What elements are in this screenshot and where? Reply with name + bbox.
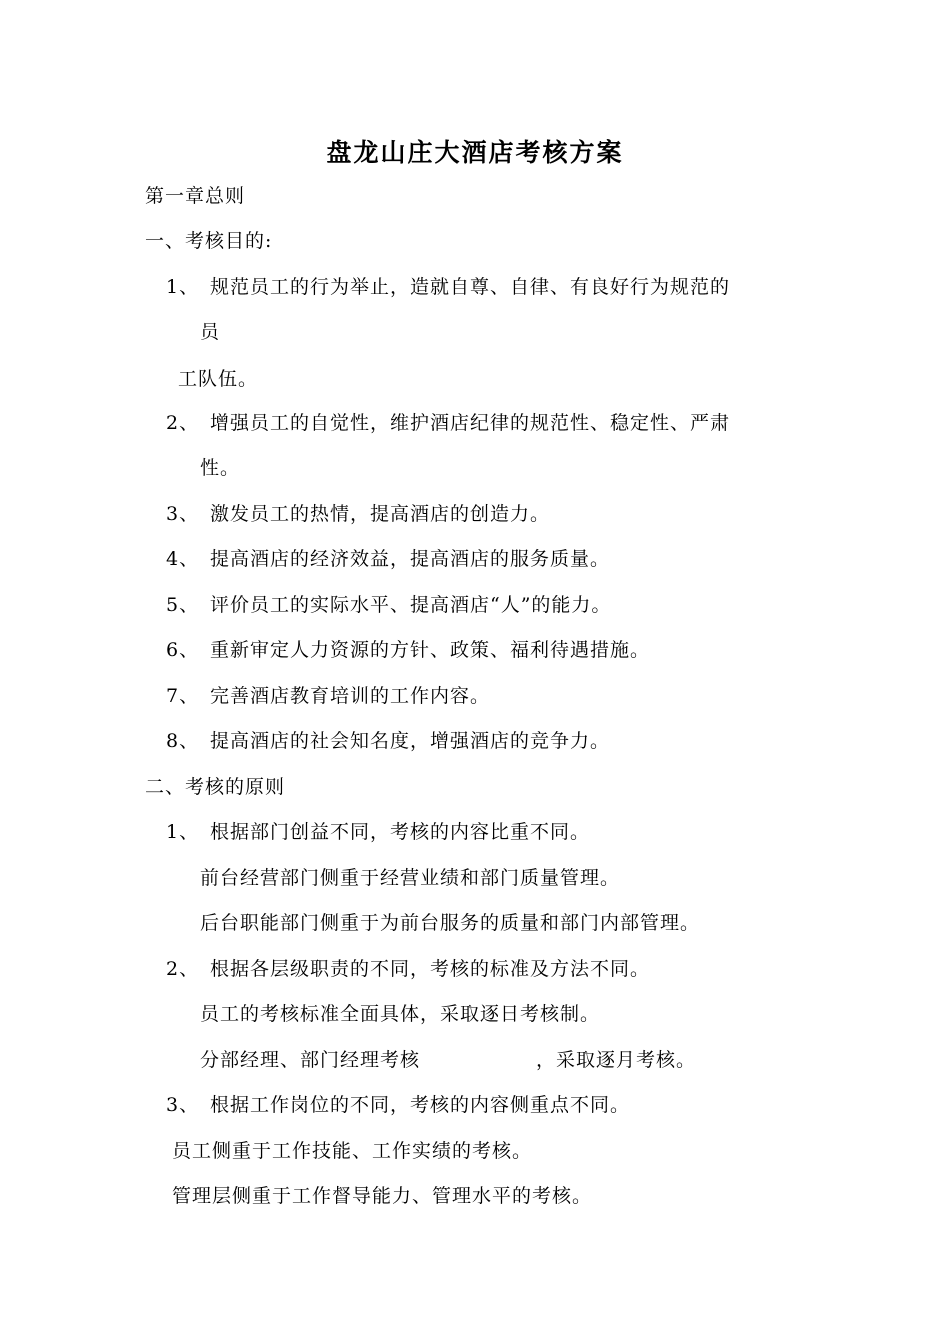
item-number: 6、: [166, 639, 200, 661]
list-item: [166, 592, 611, 618]
section2-heading: 二、考核的原则: [145, 776, 286, 798]
list-item: [166, 546, 610, 572]
item-number: 8、: [166, 730, 200, 752]
item-continuation: 性。: [200, 457, 241, 479]
item-text: 提高酒店的社会知名度，增强酒店的竞争力。: [210, 730, 611, 752]
item-number: 2、: [166, 412, 200, 434]
item-number: 3、: [166, 1094, 200, 1116]
item-text: 根据各层级职责的不同，考核的标准及方法不同。: [210, 958, 651, 980]
sub-item: 管理层侧重于工作督导能力、管理水平的考核。: [172, 1185, 593, 1207]
section1-heading: 一、考核目的:: [145, 230, 273, 252]
item-text: 激发员工的热情，提高酒店的创造力。: [210, 503, 551, 525]
sub-item: 员工侧重于工作技能、工作实绩的考核。: [172, 1140, 533, 1162]
item-number: 5、: [166, 594, 200, 616]
list-item: [166, 637, 650, 663]
document-title: 盘龙山庄大酒店考核方案: [326, 138, 624, 167]
list-item: [166, 728, 610, 754]
item-number: 1、: [166, 276, 200, 298]
item-text: 规范员工的行为举止，造就自尊、自律、有良好行为规范的: [210, 276, 731, 298]
item-text: 提高酒店的经济效益，提高酒店的服务质量。: [210, 548, 611, 570]
item-number: 1、: [166, 821, 200, 843]
item-continuation: 员: [200, 321, 221, 343]
sub-item: 后台职能部门侧重于为前台服务的质量和部门内部管理。: [200, 912, 701, 934]
list-item: [166, 956, 650, 982]
item-text: 增强员工的自觉性，维护酒店纪律的规范性、稳定性、严肃: [210, 412, 731, 434]
item-number: 4、: [166, 548, 200, 570]
list-item: [166, 1092, 630, 1118]
list-item: [166, 683, 490, 709]
list-item: [166, 501, 550, 527]
item-number: 3、: [166, 503, 200, 525]
list-item: [166, 410, 730, 436]
sub-item: 员工的考核标准全面具体，采取逐日考核制。: [200, 1003, 601, 1025]
item-text: 根据工作岗位的不同，考核的内容侧重点不同。: [210, 1094, 631, 1116]
sub-item: 前台经营部门侧重于经营业绩和部门质量管理。: [200, 867, 621, 889]
item-number: 2、: [166, 958, 200, 980]
chapter-heading: 第一章总则: [145, 185, 246, 207]
list-item: [166, 274, 730, 300]
item-continuation: 工队伍。: [178, 368, 259, 390]
sub-item: 分部经理、部门经理考核: [200, 1049, 421, 1071]
item-text: 重新审定人力资源的方针、政策、福利待遇措施。: [210, 639, 651, 661]
item-number: 7、: [166, 685, 200, 707]
sub-item: ，采取逐月考核。: [536, 1049, 697, 1071]
item-text: 完善酒店教育培训的工作内容。: [210, 685, 491, 707]
item-text: 根据部门创益不同，考核的内容比重不同。: [210, 821, 591, 843]
list-item: [166, 819, 590, 845]
item-text: 评价员工的实际水平、提高酒店“人”的能力。: [210, 594, 612, 616]
